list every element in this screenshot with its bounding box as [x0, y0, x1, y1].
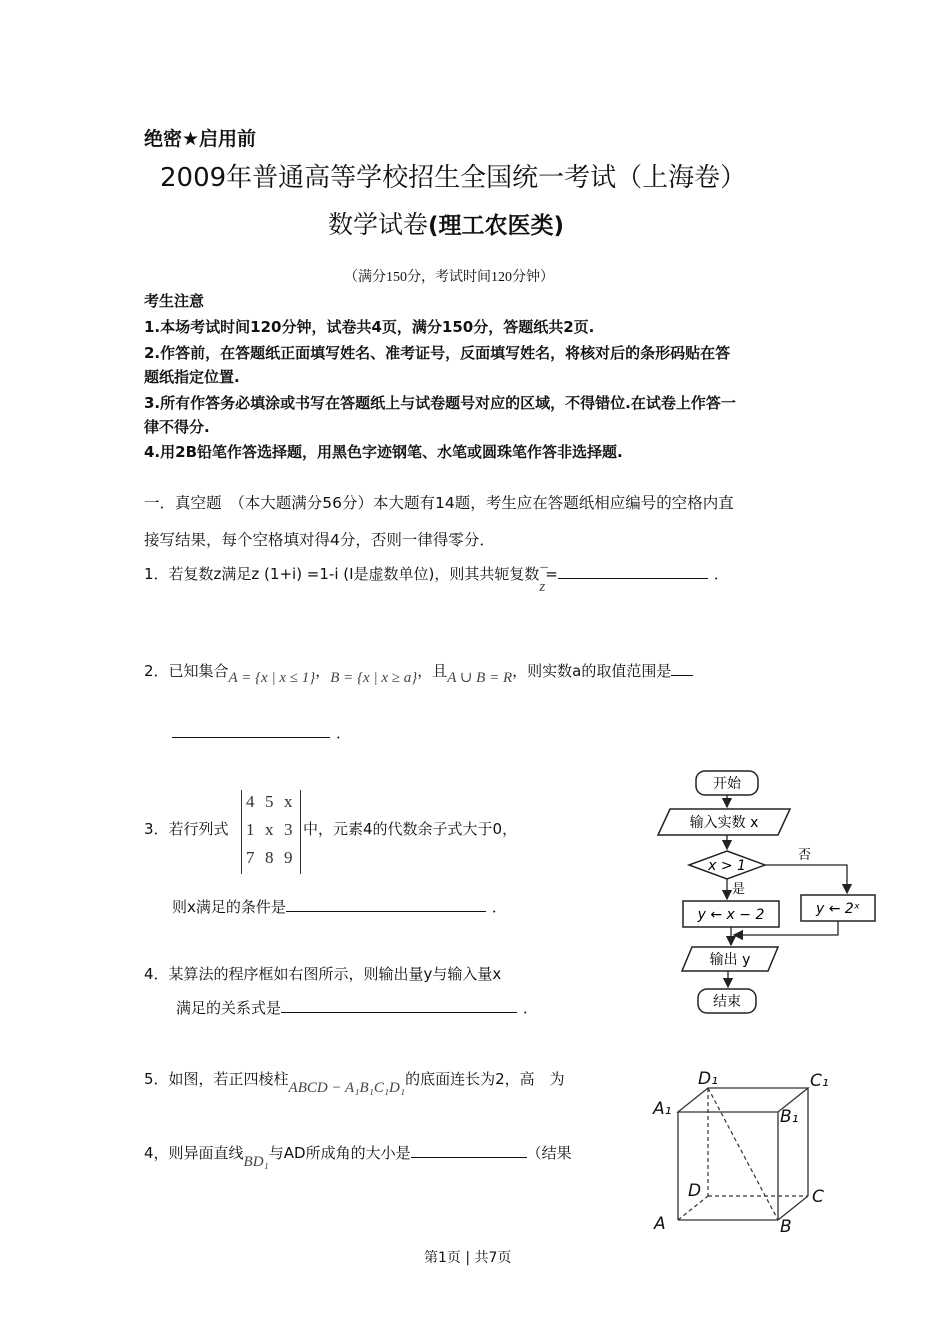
confidential-label: 绝密★启用前: [144, 128, 257, 150]
q1-conj-bar: _: [540, 554, 548, 570]
q5-answer-blank[interactable]: [411, 1143, 527, 1158]
q2-answer-blank-start[interactable]: [671, 661, 693, 676]
det-cell: 5: [265, 792, 274, 811]
q3-determinant: [241, 790, 301, 874]
q3-answer-blank[interactable]: [286, 897, 486, 912]
q4-line2: 满足的关系式是: [176, 999, 282, 1017]
flow-start-label: 开始: [713, 776, 741, 792]
q1-answer-blank[interactable]: [558, 564, 708, 579]
question-5-line1: [144, 1068, 565, 1096]
label-D1: D₁: [698, 1069, 718, 1089]
det-cell: 7: [246, 848, 255, 867]
q4-line1: 4．某算法的程序框如右图所示，则输出量y与输入量x: [144, 965, 502, 983]
q2-answer-blank[interactable]: [172, 723, 330, 738]
det-cell: 1: [246, 820, 255, 839]
prism-diagonal-BD1: [708, 1088, 778, 1220]
q1-text: 1．若复数z满足z (1+i) =1-i (I是虚数单位)，则其共轭复数: [144, 565, 540, 583]
notice-item-2: 2.作答前，在答题纸正面填写姓名、准考证号，反面填写姓名，将核对后的条形码贴在答: [144, 344, 731, 362]
flow-yes-label: 是: [732, 882, 746, 897]
question-1: [144, 554, 729, 595]
flow-yes-box-label: y ← x − 2: [697, 907, 765, 923]
page-footer: 第1页 | 共7页: [424, 1250, 512, 1266]
det-cell: 3: [284, 820, 293, 839]
q2-union: A ∪ B = R: [447, 670, 513, 686]
q2-set-b: B = {x | x ≥ a}: [330, 670, 418, 686]
notice-item-1: 1.本场考试时间120分钟，试卷共4页，满分150分，答题纸共2页.: [144, 318, 595, 336]
q2-rest: ，则实数a的取值范围是: [512, 662, 672, 680]
det-cell: x: [265, 820, 274, 839]
flow-end-label: 结束: [713, 994, 741, 1010]
prism-figure: [650, 1062, 850, 1237]
question-4-cont: [176, 997, 538, 1018]
q5-line2a: 4，则异面直线: [144, 1144, 244, 1162]
q1-end: ．: [713, 565, 729, 583]
flowchart: [650, 765, 910, 1025]
det-cell: x: [284, 792, 293, 811]
flow-no-box-label: y ← 2ˣ: [815, 901, 861, 917]
q3-line2: 则x满足的条件是: [172, 898, 286, 916]
q2-end: ．: [336, 724, 352, 742]
label-C1: C₁: [810, 1071, 829, 1091]
section-intro-line2: 接写结果，每个空格填对得4分，否则一律得零分．: [144, 531, 495, 549]
exam-subtitle: [328, 205, 564, 241]
notice-heading: 考生注意: [144, 292, 205, 310]
notice-item-3: 3.所有作答务必填涂或书写在答题纸上与试卷题号对应的区域，不得错位.在试卷上作答一: [144, 394, 736, 412]
subtitle-main: 数学试卷: [328, 210, 429, 239]
q2-and: ，且: [417, 662, 448, 680]
det-cell: 9: [284, 848, 293, 867]
subtitle-category: (理工农医类): [428, 213, 565, 239]
q5-line1b: 的底面连长为2，高 为: [405, 1070, 565, 1088]
question-5-line2: [144, 1142, 572, 1170]
q3-rest: 中，元素4的代数余子式大于0，: [303, 820, 518, 838]
notice-item-3-cont: 律不得分.: [144, 418, 210, 436]
label-A1: A₁: [653, 1099, 672, 1119]
q1-conjugate-z: [539, 554, 548, 595]
q1-z: z: [539, 579, 546, 595]
q5-line2c: （结果: [526, 1144, 572, 1162]
notice-item-2-cont: 题纸指定位置.: [144, 368, 240, 386]
q5-bd1: BD₁: [243, 1154, 269, 1170]
q4-end: ．: [523, 999, 539, 1017]
exam-title: 2009年普通高等学校招生全国统一考试（上海卷）: [160, 163, 747, 193]
score-info: （满分150分，考试时间120分钟）: [344, 270, 554, 285]
label-A: A: [654, 1214, 666, 1234]
q2-set-a: A = {x | x ≤ 1}: [228, 670, 316, 686]
q5-prism: ABCD − A₁B₁C₁D₁: [288, 1080, 406, 1096]
flow-output-label: 输出 y: [709, 952, 751, 968]
q4-answer-blank[interactable]: [281, 998, 517, 1013]
q5-line1a: 5．如图，若正四棱柱: [144, 1070, 289, 1088]
q2-text: 2．已知集合: [144, 662, 229, 680]
flow-decision-label: x > 1: [708, 858, 746, 874]
q1-eq: =: [545, 565, 558, 583]
section-intro-line1: 一．真空题 （本大题满分56分）本大题有14题，考生应在答题纸相应编号的空格内直: [144, 494, 734, 512]
q3-text: 3．若行列式: [144, 820, 229, 838]
flow-input-label: 输入实数 x: [689, 815, 759, 831]
notice-item-4: 4.用2B铅笔作答选择题，用黑色字迹钢笔、水笔或圆珠笔作答非选择题.: [144, 443, 623, 461]
question-2: [144, 660, 693, 686]
q5-line2b: 与AD所成角的大小是: [268, 1144, 411, 1162]
label-D: D: [688, 1181, 702, 1201]
question-3-cont: [172, 896, 507, 917]
det-cell: 8: [265, 848, 274, 867]
label-B: B: [780, 1217, 792, 1237]
q3-end: ．: [491, 898, 507, 916]
flow-no-label: 否: [798, 848, 812, 863]
label-C: C: [812, 1187, 824, 1207]
question-2-cont: [172, 722, 351, 743]
label-B1: B₁: [780, 1107, 799, 1127]
q2-comma: ，: [315, 662, 331, 680]
det-cell: 4: [246, 792, 255, 811]
